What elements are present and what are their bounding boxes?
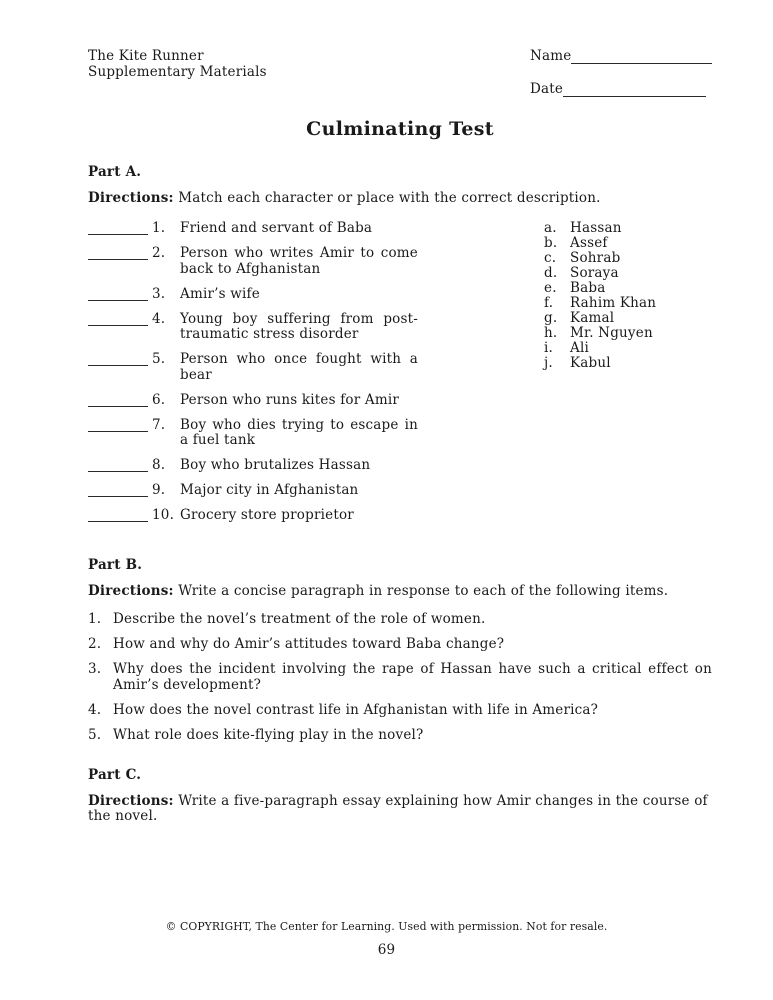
answer-blank-9 xyxy=(88,483,148,497)
item-description: Grocery store proprietor xyxy=(180,507,354,523)
question-3 xyxy=(88,662,712,693)
item-number: 8. xyxy=(152,457,166,473)
question-text: Why does the incident involving the rape of Hassan have such a critical effect on Amir’s development? xyxy=(113,661,712,693)
choice-letter: c. xyxy=(544,250,557,266)
choice-text: Baba xyxy=(570,280,606,296)
item-number: 5. xyxy=(152,351,166,367)
item-description: Person who runs kites for Amir xyxy=(180,391,400,408)
question-4 xyxy=(88,703,712,719)
choice-letter: h. xyxy=(544,325,558,341)
item-description: Boy who brutalizes Hassan xyxy=(180,457,371,473)
choice-a xyxy=(544,221,712,236)
question-number: 1. xyxy=(88,611,102,627)
item-description: Young boy suffering from post-traumatic stress disorder xyxy=(180,310,418,342)
choice-text: Rahim Khan xyxy=(570,295,657,311)
part-a-directions-label: Directions: xyxy=(88,190,174,206)
part-c-directions-text: Write a five-paragraph essay explaining how Amir changes in the course of the novel. xyxy=(88,793,708,824)
part-a-heading: Part A. xyxy=(88,164,142,180)
item-number: 4. xyxy=(152,310,166,327)
page-header xyxy=(88,48,712,97)
question-text: How does the novel contrast life in Afghanistan with life in America? xyxy=(113,701,599,718)
match-item-1 xyxy=(88,221,543,237)
choice-text: Sohrab xyxy=(570,250,621,266)
answer-blank-1 xyxy=(88,221,148,235)
part-c-directions xyxy=(88,794,712,824)
choice-letter: b. xyxy=(544,235,558,251)
copyright-notice: © COPYRIGHT, The Center for Learning. Used with permission. Not for resale. xyxy=(165,920,608,933)
item-description: Major city in Afghanistan xyxy=(180,482,359,498)
match-item-10 xyxy=(88,508,543,524)
part-b-directions-label: Directions: xyxy=(88,583,174,599)
item-number: 7. xyxy=(152,416,166,433)
answer-blank-5 xyxy=(88,352,148,366)
question-text: How and why do Amir’s attitudes toward Baba change? xyxy=(113,636,505,652)
item-number: 1. xyxy=(152,220,166,236)
page-title: Culminating Test xyxy=(306,118,494,140)
date-blank-line xyxy=(563,82,706,97)
choice-letter: d. xyxy=(544,265,558,281)
choice-b xyxy=(544,236,712,251)
part-b-directions xyxy=(88,584,712,599)
choice-letter: g. xyxy=(544,310,558,326)
choice-text: Kabul xyxy=(570,355,611,371)
item-number: 6. xyxy=(152,391,166,408)
match-item-6 xyxy=(88,393,543,409)
part-a-directions-text: Match each character or place with the correct description. xyxy=(178,190,601,206)
choice-f xyxy=(544,296,712,311)
matching-section xyxy=(88,221,712,533)
choice-letter: j. xyxy=(544,355,553,371)
book-subtitle: Supplementary Materials xyxy=(88,64,267,80)
answer-blank-6 xyxy=(88,393,148,407)
choice-text: Ali xyxy=(570,340,589,356)
matching-items xyxy=(88,221,543,533)
choice-text: Kamal xyxy=(570,310,615,326)
answer-blank-3 xyxy=(88,287,148,301)
answer-blank-7 xyxy=(88,418,148,432)
match-item-2 xyxy=(88,246,543,277)
choice-g xyxy=(544,311,712,326)
choice-text: Assef xyxy=(570,235,608,251)
choice-letter: e. xyxy=(544,280,557,296)
choice-j xyxy=(544,356,712,371)
part-c-directions-label: Directions: xyxy=(88,793,174,809)
item-number: 3. xyxy=(152,285,166,302)
part-b-heading: Part B. xyxy=(88,557,143,573)
item-description: Person who once fought with a bear xyxy=(180,351,418,383)
item-number: 9. xyxy=(152,482,166,498)
header-fields xyxy=(530,48,712,97)
book-title: The Kite Runner xyxy=(88,48,204,64)
question-2 xyxy=(88,637,712,653)
question-number: 2. xyxy=(88,636,102,652)
question-text: What role does kite-flying play in the novel? xyxy=(113,726,424,743)
question-5 xyxy=(88,728,712,744)
question-1 xyxy=(88,612,712,628)
item-description: Friend and servant of Baba xyxy=(180,220,373,236)
choice-c xyxy=(544,251,712,266)
name-blank-line xyxy=(571,49,712,64)
question-number: 5. xyxy=(88,726,102,743)
part-c-heading: Part C. xyxy=(88,767,142,783)
answer-blank-4 xyxy=(88,312,148,326)
page-footer xyxy=(0,920,773,958)
item-description: Boy who dies trying to escape in a fuel tank xyxy=(180,416,418,448)
item-description: Amir’s wife xyxy=(180,285,260,302)
match-item-9 xyxy=(88,483,543,499)
match-item-4 xyxy=(88,312,543,343)
question-text: Describe the novel’s treatment of the role of women. xyxy=(113,611,486,627)
part-b-directions-text: Write a concise paragraph in response to each of the following items. xyxy=(178,583,669,599)
date-label: Date xyxy=(530,81,564,97)
match-item-5 xyxy=(88,352,543,383)
answer-blank-2 xyxy=(88,246,148,260)
choice-letter: a. xyxy=(544,220,557,236)
choice-d xyxy=(544,266,712,281)
name-field-row xyxy=(530,48,712,64)
item-number: 10. xyxy=(152,507,175,523)
item-number: 2. xyxy=(152,245,166,261)
part-b-questions xyxy=(88,612,712,743)
choice-e xyxy=(544,281,712,296)
match-item-8 xyxy=(88,458,543,474)
question-number: 4. xyxy=(88,701,102,718)
choice-text: Hassan xyxy=(570,220,622,236)
choice-letter: f. xyxy=(544,295,554,311)
answer-blank-10 xyxy=(88,508,148,522)
part-a-directions xyxy=(88,191,712,206)
choice-text: Mr. Nguyen xyxy=(570,325,653,341)
match-item-7 xyxy=(88,418,543,449)
matching-choices xyxy=(544,221,712,533)
answer-blank-8 xyxy=(88,458,148,472)
date-field-row xyxy=(530,81,712,97)
choice-h xyxy=(544,326,712,341)
question-number: 3. xyxy=(88,661,102,677)
choice-text: Soraya xyxy=(570,265,619,281)
item-description: Person who writes Amir to come back to Afghanistan xyxy=(180,245,418,277)
match-item-3 xyxy=(88,287,543,303)
choice-letter: i. xyxy=(544,340,554,356)
choice-i xyxy=(544,341,712,356)
page-number: 69 xyxy=(377,942,396,958)
name-label: Name xyxy=(530,48,572,64)
header-book-info xyxy=(88,48,267,97)
